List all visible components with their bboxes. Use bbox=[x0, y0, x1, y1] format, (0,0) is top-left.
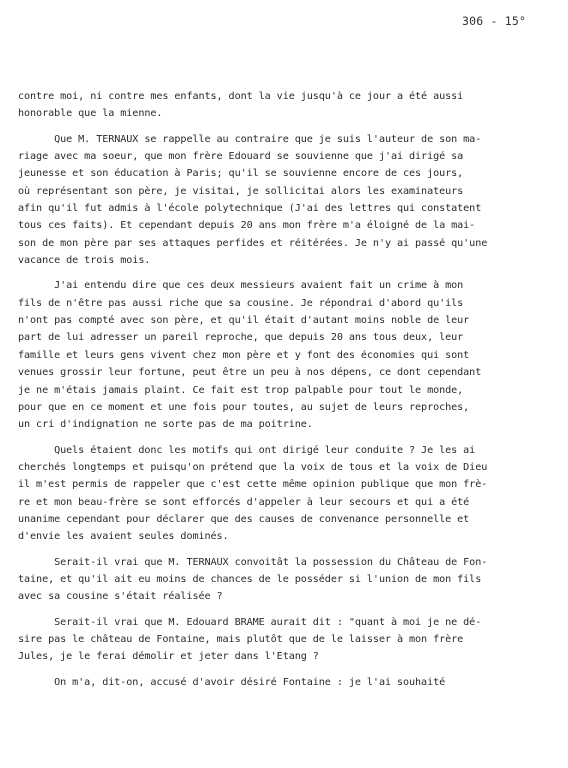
text-line: Serait-il vrai que M. Edouard BRAME aurait dit : "quant à moi je ne dé- bbox=[18, 616, 482, 628]
paragraph bbox=[18, 442, 558, 546]
text-line: venues grossir leur fortune, peut être un peu à nos dépens, ce dont cependant bbox=[18, 367, 482, 379]
text-line: famille et leurs gens vivent chez mon père et y font des économies qui sont bbox=[18, 349, 470, 361]
text-line: vacance de trois mois. bbox=[18, 255, 151, 267]
text-line: jeunesse et son éducation à Paris; qu'il se souvienne encore de ces jours, bbox=[18, 168, 464, 180]
text-line: cherchés longtemps et puisqu'on prétend que la voix de tous et la voix de Dieu bbox=[18, 461, 488, 473]
text-line: Quels étaient donc les motifs qui ont dirigé leur conduite ? Je les ai bbox=[18, 444, 476, 456]
text-line: Que M. TERNAUX se rappelle au contraire que je suis l'auteur de son ma- bbox=[18, 133, 482, 145]
text-line: re et mon beau-frère se sont efforcés d'appeler à leur secours et qui a été bbox=[18, 496, 470, 508]
document-body bbox=[18, 88, 558, 691]
text-line: d'envie les avaient seules dominés. bbox=[18, 531, 229, 543]
text-line: riage avec ma soeur, que mon frère Edouard se souvienne que j'ai dirigé sa bbox=[18, 151, 464, 163]
text-line: sire pas le château de Fontaine, mais plutôt que de le laisser à mon frère bbox=[18, 633, 464, 645]
text-line: n'ont pas compté avec son père, et qu'il était d'autant moins noble de leur bbox=[18, 315, 470, 327]
text-line: tous ces faits). Et cependant depuis 20 ans mon frère m'a éloigné de la mai- bbox=[18, 220, 476, 232]
paragraph bbox=[18, 131, 558, 270]
paragraph bbox=[18, 674, 558, 691]
text-line: honorable que la mienne. bbox=[18, 108, 163, 120]
text-line: fils de n'être pas aussi riche que sa cousine. Je répondrai d'abord qu'ils bbox=[18, 297, 464, 309]
text-line: part de lui adresser un pareil reproche, que depuis 20 ans tous deux, leur bbox=[18, 332, 464, 344]
text-line: afin qu'il fut admis à l'école polytechnique (J'ai des lettres qui constatent bbox=[18, 203, 482, 215]
paragraph bbox=[18, 88, 558, 123]
text-line: où représentant son père, je visitai, je sollicitai alors les examinateurs bbox=[18, 185, 464, 197]
paragraph bbox=[18, 277, 558, 433]
paragraph bbox=[18, 554, 558, 606]
text-line: Jules, je le ferai démolir et jeter dans l'Etang ? bbox=[18, 651, 319, 663]
text-line: un cri d'indignation ne sorte pas de ma poitrine. bbox=[18, 419, 313, 431]
text-line: avec sa cousine s'était réalisée ? bbox=[18, 591, 223, 603]
text-line: taine, et qu'il ait eu moins de chances de le posséder si l'union de mon fils bbox=[18, 573, 482, 585]
text-line: je ne m'étais jamais plaint. Ce fait est trop palpable pour tout le monde, bbox=[18, 384, 464, 396]
text-line: il m'est permis de rappeler que c'est cette même opinion publique que mon frè- bbox=[18, 479, 488, 491]
text-line: contre moi, ni contre mes enfants, dont la vie jusqu'à ce jour a été aussi bbox=[18, 91, 464, 102]
text-line: J'ai entendu dire que ces deux messieurs avaient fait un crime à mon bbox=[18, 280, 464, 292]
page-number: 306 - 15° bbox=[462, 14, 527, 28]
text-line: On m'a, dit-on, accusé d'avoir désiré Fontaine : je l'ai souhaité bbox=[18, 676, 446, 688]
text-line: pour que en ce moment et une fois pour toutes, au sujet de leurs reproches, bbox=[18, 401, 470, 413]
paragraph bbox=[18, 614, 558, 666]
text-line: son de mon père par ses attaques perfides et réitérées. Je n'y ai passé qu'une bbox=[18, 237, 488, 249]
text-line: Serait-il vrai que M. TERNAUX convoitât la possession du Château de Fon- bbox=[18, 556, 488, 568]
text-line: unanime cependant pour déclarer que des causes de convenance personnelle et bbox=[18, 513, 470, 525]
